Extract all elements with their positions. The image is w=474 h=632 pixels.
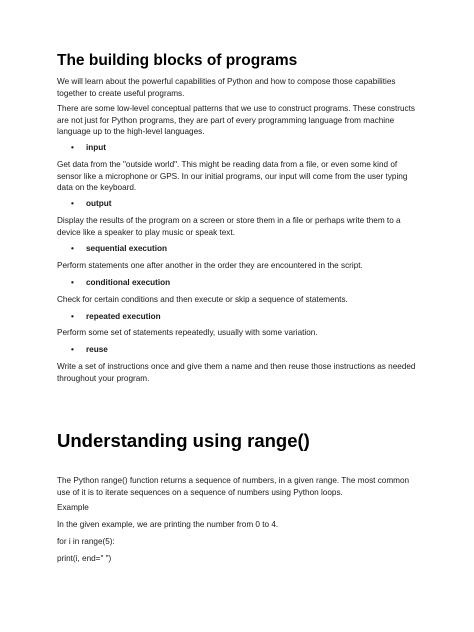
paragraph-input-desc: Get data from the "outside world". This might be reading data from a file, or even some kind of sensor like a microphone or GPS. In our initial programs, our input will come from the user typing data on the keyboard. — [57, 160, 408, 192]
bullet-label: reuse — [86, 345, 108, 354]
bullet-icon: • — [71, 199, 74, 208]
paragraph-example-label: Example — [57, 503, 89, 512]
paragraph-example-desc: In the given example, we are printing the number from 0 to 4. — [57, 520, 279, 529]
section-title-range: Understanding using range() — [57, 430, 310, 451]
paragraph-output-desc: Display the results of the program on a screen or store them in a file or perhaps write them to a device like a speaker to play music or speak text. — [57, 216, 401, 237]
code-line-print: print(i, end=" ") — [57, 554, 112, 563]
bullet-label: repeated execution — [86, 312, 161, 321]
section-title-building-blocks: The building blocks of programs — [57, 52, 298, 69]
paragraph-intro: We will learn about the powerful capabilities of Python and how to compose those capabilities together to create useful programs. — [57, 77, 396, 98]
paragraph-range-intro: The Python range() function returns a sequence of numbers, in a given range. The most common use of it is to iterate sequences on a sequence of numbers using Python loops. — [57, 476, 410, 497]
bullet-label: conditional execution — [86, 278, 171, 287]
bullet-icon: • — [71, 244, 74, 253]
bullet-icon: • — [71, 312, 74, 321]
paragraph-reuse-desc: Write a set of instructions once and give them a name and then reuse those instructions as needed throughout your program. — [57, 362, 416, 383]
code-line-for: for i in range(5): — [57, 537, 115, 546]
bullet-label: sequential execution — [86, 244, 167, 253]
bullet-icon: • — [71, 143, 74, 152]
paragraph-patterns: There are some low-level conceptual patterns that we use to construct programs. These constructs are not just for Python programs, they are part of every programming language from machine language up to the high-level languages. — [57, 104, 415, 136]
bullet-icon: • — [71, 278, 74, 287]
bullet-label: output — [86, 199, 112, 208]
paragraph-conditional-desc: Check for certain conditions and then execute or skip a sequence of statements. — [57, 295, 348, 304]
bullet-icon: • — [71, 345, 74, 354]
paragraph-sequential-desc: Perform statements one after another in the order they are encountered in the script. — [57, 261, 363, 270]
paragraph-repeated-desc: Perform some set of statements repeatedly, usually with some variation. — [57, 328, 318, 337]
bullet-label: input — [86, 143, 107, 152]
